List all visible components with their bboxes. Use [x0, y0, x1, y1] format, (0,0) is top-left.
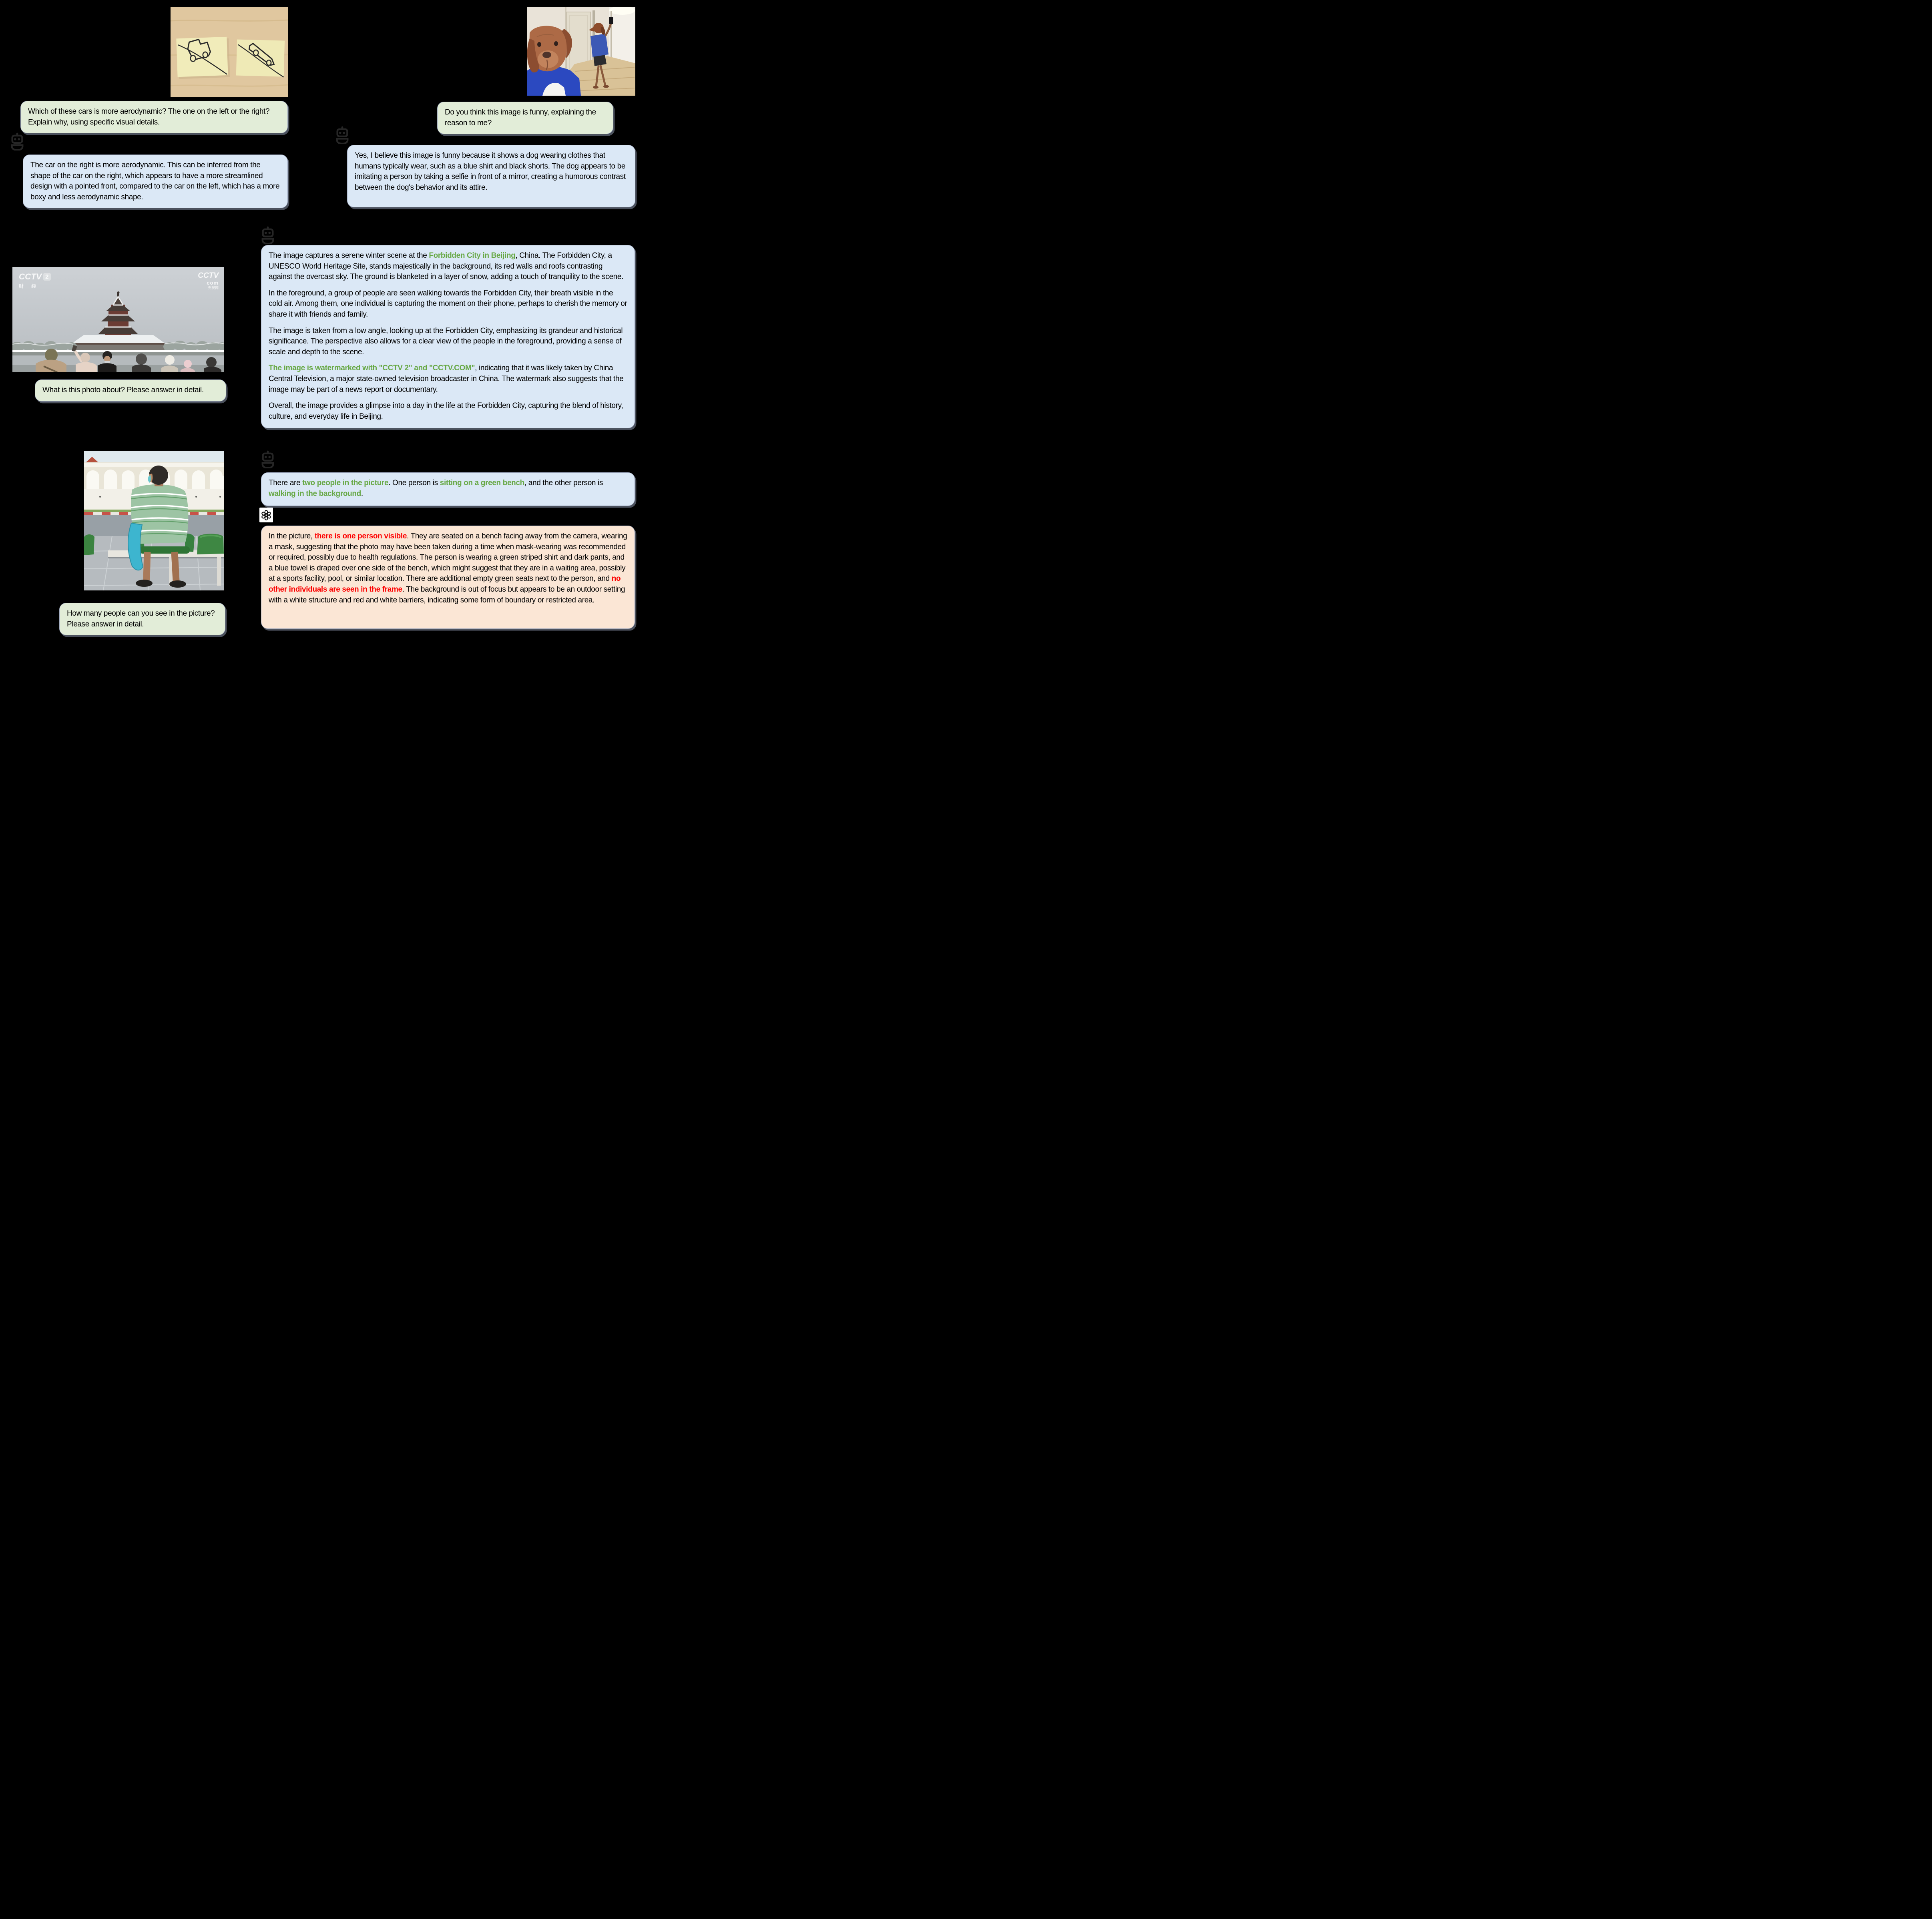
forbidden-city-image: [12, 267, 224, 372]
question-bubble-forbidden-city: [35, 379, 226, 401]
car-sketches-image: [171, 7, 288, 97]
question-bubble-cars: [20, 101, 288, 133]
question-bubble-bench: [59, 603, 225, 635]
answer-paragraph: In the foreground, a group of people are seen walking towards the Forbidden City, their breath visible in the cold air. Among them, one individual is capturing the moment on their phone, perhaps to cherish the memory or share it with friends and family.: [269, 289, 627, 319]
answer-paragraph: The image is watermarked with "CCTV 2" and "CCTV.COM", indicating that it was likely taken by China Central Television, a major state-owned television broadcaster in China. The watermark also suggests that the image may be part of a news report or documentary.: [269, 364, 624, 394]
question-bubble-dog: [437, 102, 613, 134]
robot-icon: [260, 450, 275, 468]
answer-paragraph: The image is taken from a low angle, looking up at the Forbidden City, emphasizing its grandeur and historical significance. The perspective also allows for a clear view of the people in the foreground, providing a sense of scale and depth to the scene.: [269, 326, 623, 356]
robot-icon: [260, 226, 275, 244]
answer-text: In the picture, there is one person visible. They are seated on a bench facing away from the camera, wearing a mask, suggesting that the photo may have been taken during a time when mask-wearing was recommended or required, possibly due to health regulations. The person is wearing a green striped shirt and dark pants, and a blue towel is draped over one side of the bench, which might suggest that they are in a waiting area, possibly at a sports facility, pool, or similar location. There are additional empty green seats next to the person, and no other individuals are seen in the frame. The background is out of focus but appears to be an outdoor setting with a white structure and red and white barriers, indicating some form of boundary or restricted area.: [269, 532, 627, 604]
answer-text: The car on the right is more aerodynamic. This can be inferred from the shape of the car on the right, which appears to have a more streamlined design with a pointed front, compared to the car on the left, which has a more boxy and less aerodynamic shape.: [30, 161, 280, 201]
answer-bubble-bench-robot: [261, 472, 635, 506]
answer-paragraph: The image captures a serene winter scene at the Forbidden City in Beijing, China. The Forbidden City, a UNESCO World Heritage Site, stands majestically in the background, its red walls and roofs contrasting against the overcast sky. The ground is blanketed in a layer of snow, adding a touch of tranquility to the scene.: [269, 251, 624, 281]
question-text: Do you think this image is funny, explaining the reason to me?: [445, 108, 596, 127]
question-text: What is this photo about? Please answer in detail.: [42, 386, 204, 394]
robot-icon: [10, 132, 25, 151]
answer-bubble-dog: [347, 145, 635, 207]
question-text: How many people can you see in the picture? Please answer in detail.: [67, 609, 215, 628]
answer-paragraph: Overall, the image provides a glimpse into a day in the life at the Forbidden City, capturing the blend of history, culture, and everyday life in Beijing.: [269, 401, 623, 421]
openai-logo-icon: [259, 508, 273, 522]
cctv2-watermark: CCTV 2 财 经: [19, 273, 51, 289]
answer-bubble-forbidden-city: [261, 245, 635, 428]
answer-bubble-bench-gpt: [261, 526, 635, 629]
robot-icon: [335, 126, 350, 144]
question-text: Which of these cars is more aerodynamic? The one on the left or the right? Explain why, using specific visual details.: [28, 107, 270, 126]
cctv-com-watermark: CCTV com 央视网: [198, 271, 219, 290]
dog-selfie-image: [527, 7, 635, 96]
answer-bubble-cars: [23, 155, 288, 208]
qualitative-examples-figure: [0, 0, 644, 640]
answer-text: Yes, I believe this image is funny because it shows a dog wearing clothes that humans typically wear, such as a blue shirt and black shorts. The dog appears to be imitating a person by taking a selfie in front of a mirror, creating a humorous contrast between the dog's behavior and its attire.: [355, 151, 626, 192]
bench-person-image: [84, 451, 224, 590]
answer-text: There are two people in the picture. One person is sitting on a green bench, and the other person is walking in the background.: [269, 479, 603, 498]
